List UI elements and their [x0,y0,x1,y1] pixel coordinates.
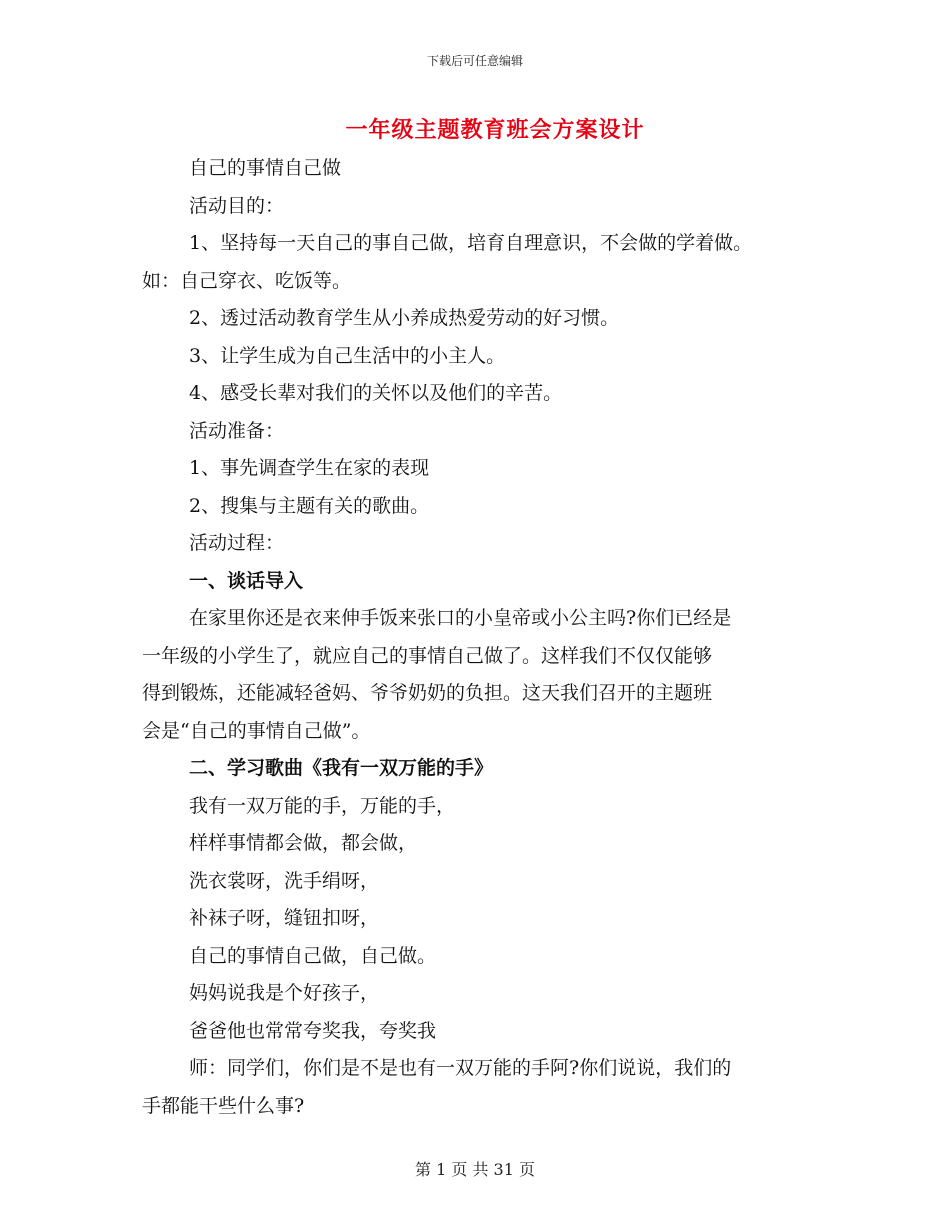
paragraph-line: 手都能干些什么事? [142,1094,305,1117]
paragraph-line: 得到锻炼，还能减轻爸妈、爷爷奶奶的负担。这天我们召开的主题班 [142,682,713,704]
purpose-item-3: 3、让学生成为自己生活中的小主人。 [189,344,506,367]
preparation-item-2: 2、搜集与主题有关的歌曲。 [189,494,430,517]
document-body [142,150,832,1125]
paragraph-line: 会是“自己的事情自己做”。 [142,719,371,742]
section-heading-preparation: 活动准备： [189,419,285,442]
section-heading-purpose: 活动目的： [189,194,285,217]
song-lyric-line: 自己的事情自己做，自己做。 [189,944,437,967]
song-lyric-line: 爸爸他也常常夸奖我，夸奖我 [189,1019,437,1042]
section-heading-process: 活动过程： [189,532,285,554]
preparation-item-1: 1、事先调查学生在家的表现 [189,457,430,479]
document-title: 一年级主题教育班会方案设计 [345,117,645,143]
purpose-item-1-continued: 如：自己穿衣、吃饭等。 [142,269,352,292]
purpose-item-4: 4、感受长辈对我们的关怀以及他们的辛苦。 [189,382,563,404]
paragraph-line: 在家里你还是衣来伸手饭来张口的小皇帝或小公主吗?你们已经是 [189,607,732,629]
purpose-item-2: 2、透过活动教育学生从小养成热爱劳动的好习惯。 [189,307,620,329]
song-lyric-line: 洗衣裳呀，洗手绢呀， [189,869,380,892]
song-lyric-line: 妈妈说我是个好孩子， [189,982,380,1004]
song-lyric-line: 补袜子呀，缝钮扣呀， [189,907,380,929]
paragraph-line: 师：同学们，你们是不是也有一双万能的手阿?你们说说，我们的 [189,1057,732,1079]
process-step-2-heading: 二、学习歌曲《我有一双万能的手》 [189,757,494,779]
paragraph-line: 一年级的小学生了，就应自己的事情自己做了。这样我们不仅仅能够 [142,644,713,667]
process-step-1-heading: 一、谈话导入 [189,569,304,592]
page-number: 第 1 页 共 31 页 [415,1160,535,1179]
page-header-note: 下载后可任意编辑 [426,54,523,68]
song-lyric-line: 样样事情都会做，都会做， [189,832,418,854]
subtitle-line: 自己的事情自己做 [189,157,342,179]
song-lyric-line: 我有一双万能的手，万能的手， [189,794,456,817]
purpose-item-1: 1、坚持每一天自己的事自己做，培育自理意识，不会做的学着做。 [189,232,753,254]
